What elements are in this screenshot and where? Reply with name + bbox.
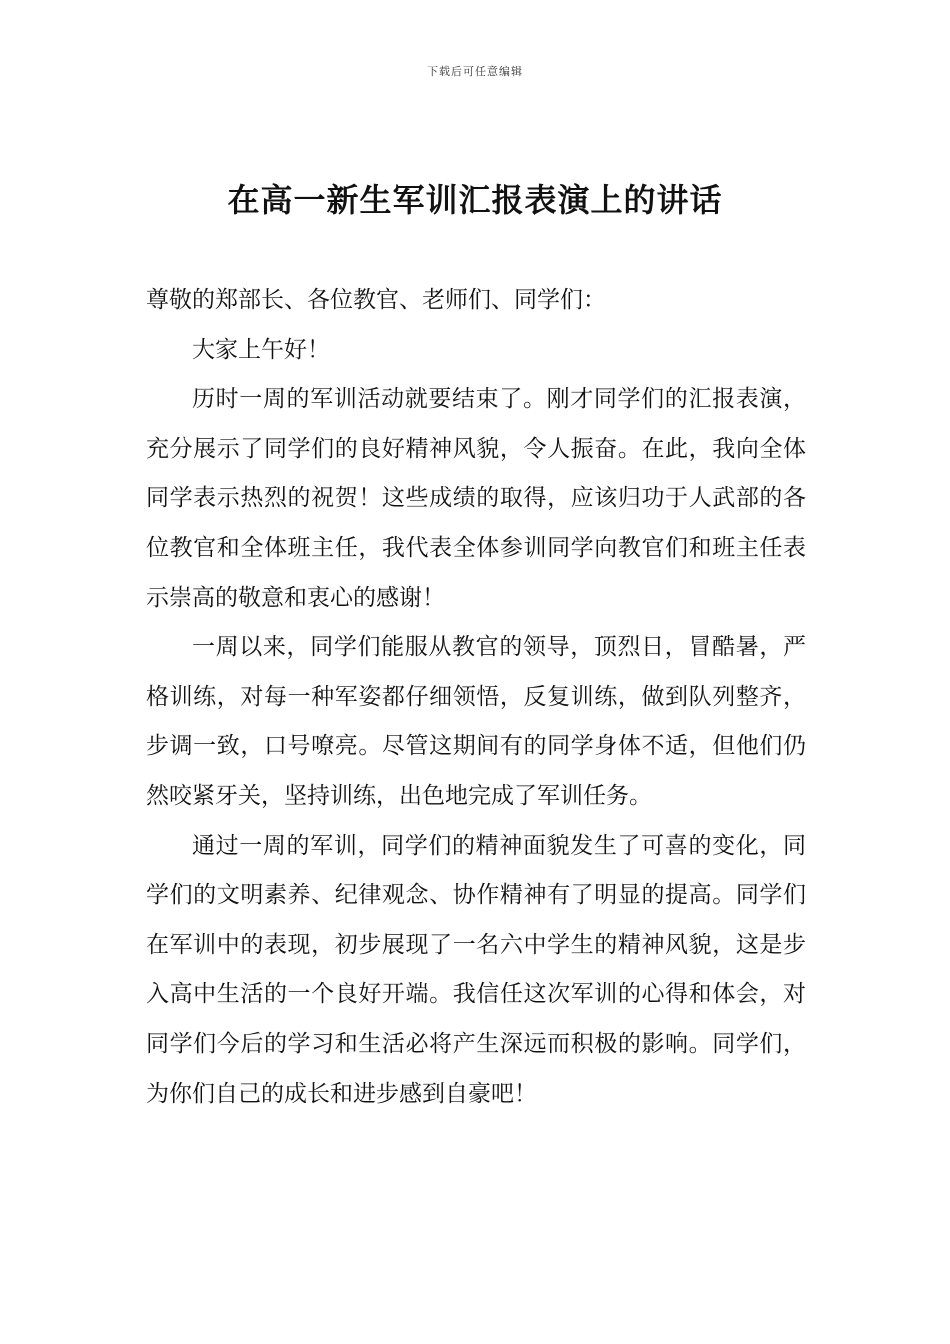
paragraph-2: 一周以来，同学们能服从教官的领导，顶烈日，冒酷暑，严格训练，对每一种军姿都仔细领悟，反复训练，做到队列整齐，步调一致，口号嘹亮。尽管这期间有的同学身体不适，但他们仍然咬紧牙关，坚持训练，出色地完成了军训任务。 xyxy=(146,634,806,809)
paragraph-1: 历时一周的军训活动就要结束了。刚才同学们的汇报表演，充分展示了同学们的良好精神风貌，令人振奋。在此，我向全体同学表示热烈的祝贺！这些成绩的取得，应该归功于人武部的各位教官和全体班主任，我代表全体参训同学向教官们和班主任表示崇高的敬意和衷心的感谢！ xyxy=(146,386,806,611)
document-body xyxy=(146,276,806,1119)
salutation: 尊敬的郑部长、各位教官、老师们、同学们： xyxy=(146,287,606,313)
paragraph-greeting: 大家上午好！ xyxy=(192,336,330,363)
paragraph-3: 通过一周的军训，同学们的精神面貌发生了可喜的变化，同学们的文明素养、纪律观念、协作精神有了明显的提高。同学们在军训中的表现，初步展现了一名六中学生的精神风貌，这是步入高中生活的一个良好开端。我信任这次军训的心得和体会，对同学们今后的学习和生活必将产生深远而积极的影响。同学们，为你们自己的成长和进步感到自豪吧！ xyxy=(146,832,806,1107)
header-note: 下载后可任意编辑 xyxy=(427,65,523,78)
document-title: 在高一新生军训汇报表演上的讲话 xyxy=(227,181,723,219)
